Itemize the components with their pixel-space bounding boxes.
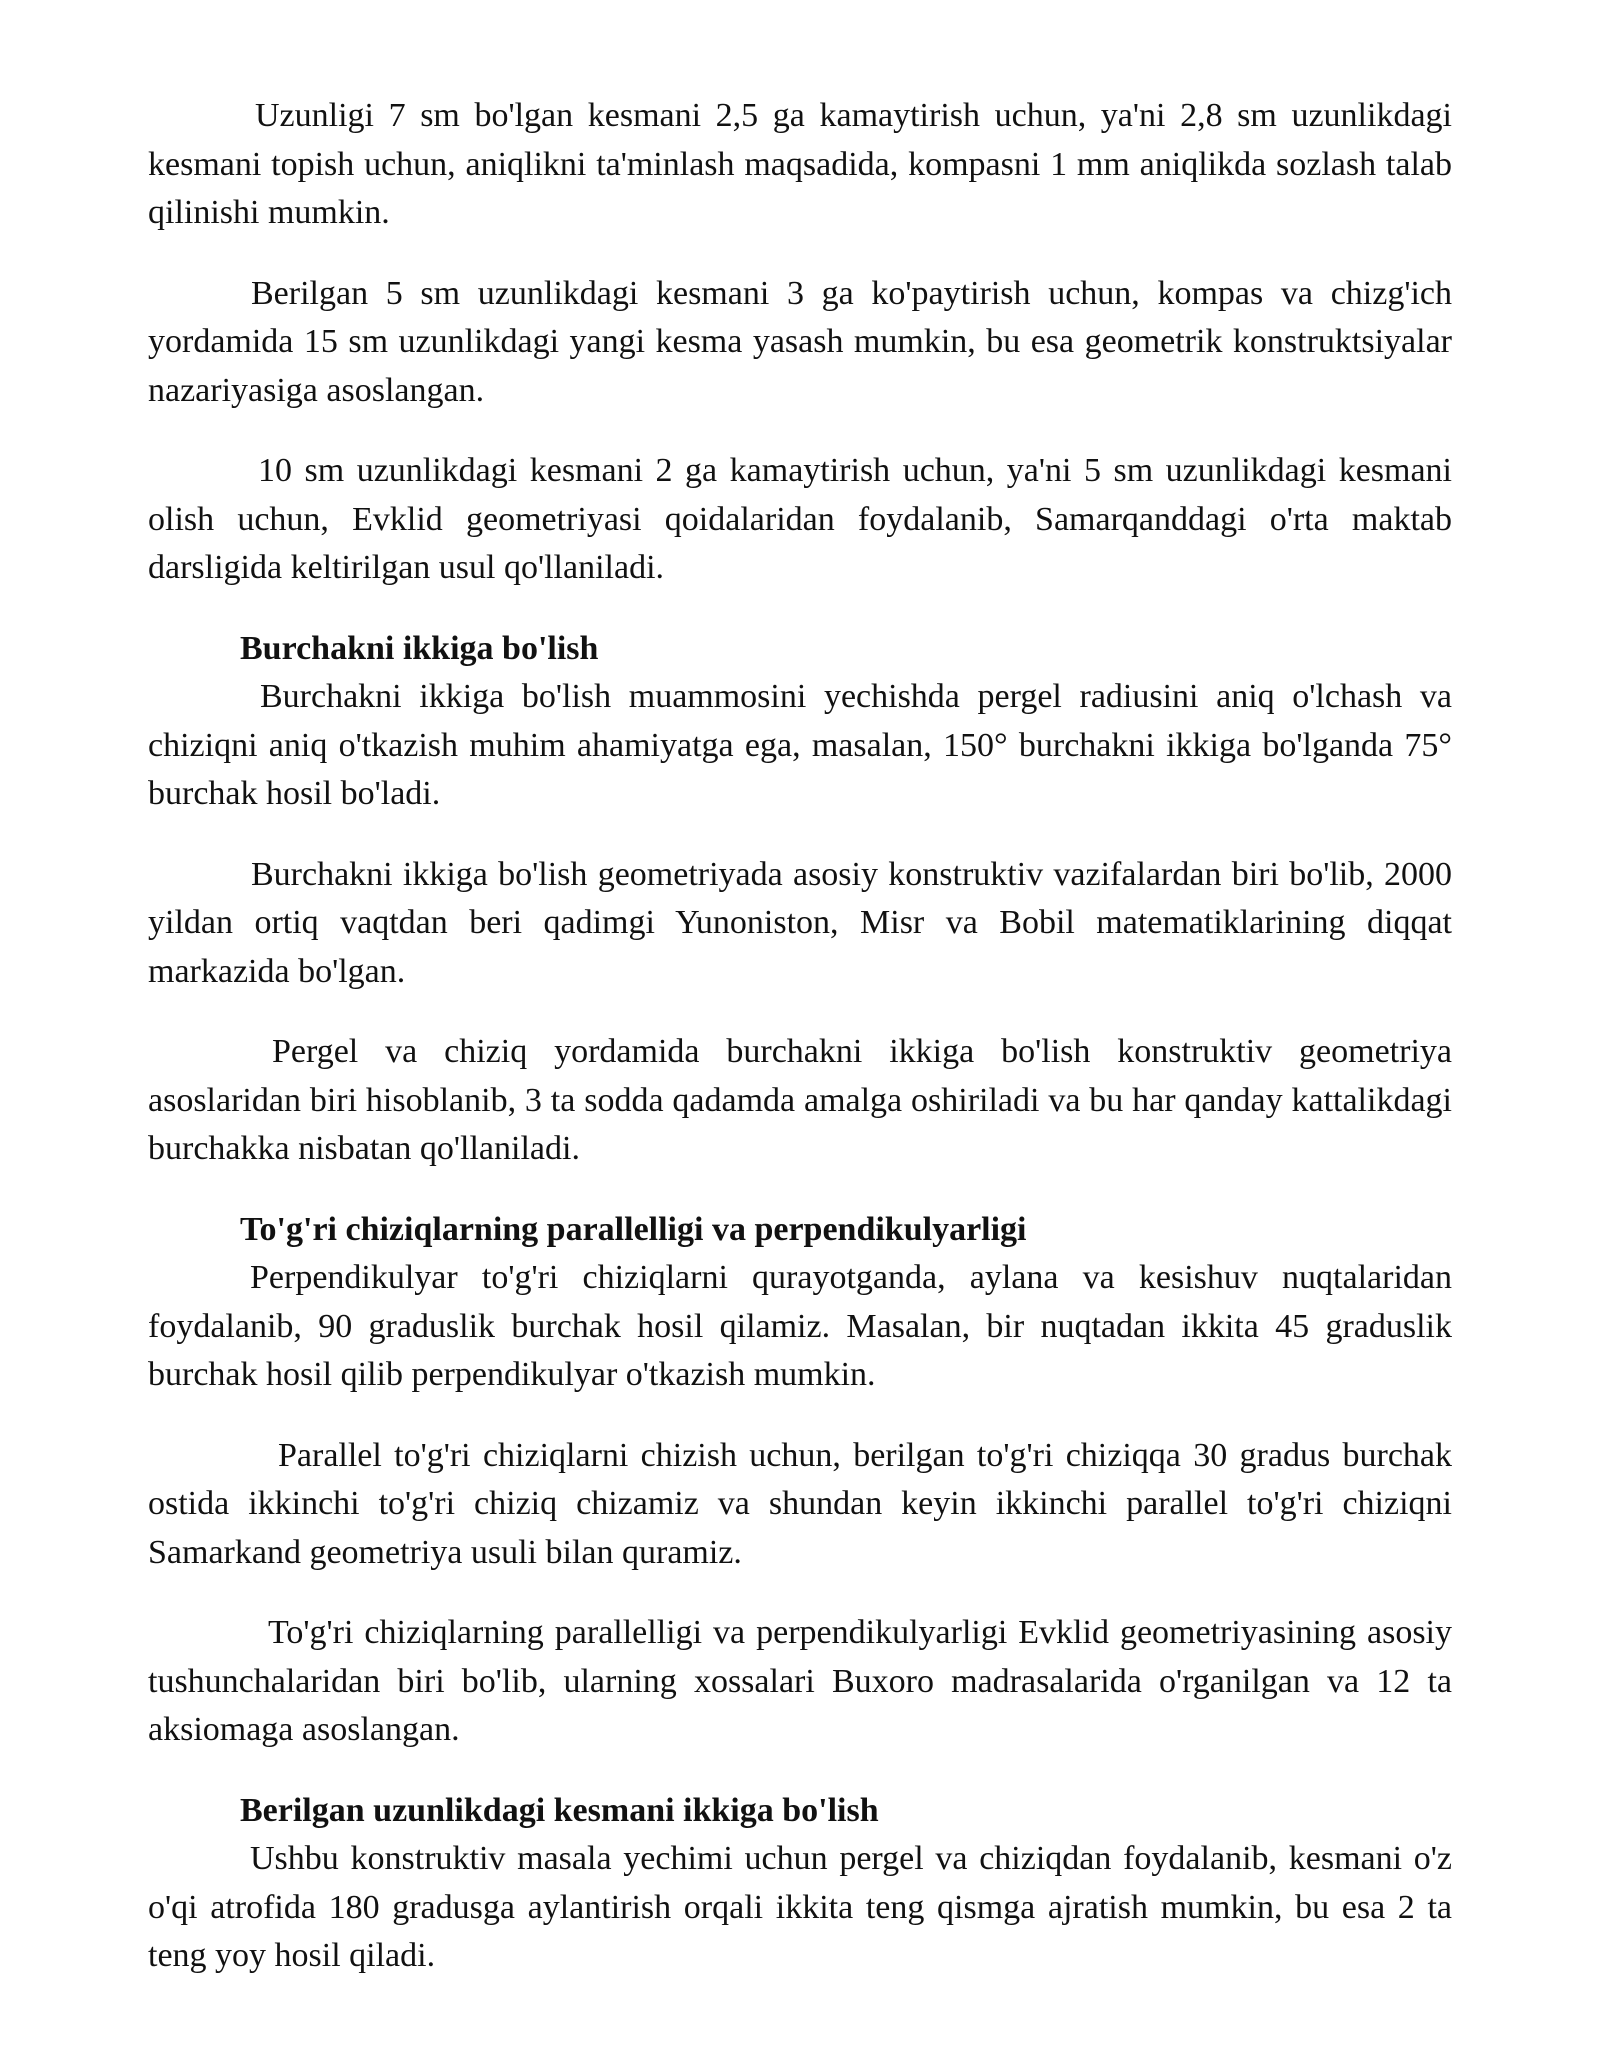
section-heading: Burchakni ikkiga bo'lish: [240, 629, 599, 667]
paragraph: Pergel va chiziq yordamida burchakni ikkiga bo'lish konstruktiv geometriya asoslaridan biri hisoblanib, 3 ta sodda qadamda amalga oshiriladi va bu har qanday kattalikdagi burchakka nisbatan qo'llaniladi.: [148, 1033, 1452, 1167]
document-page: [148, 92, 1452, 1981]
section-heading: To'g'ri chiziqlarning parallelligi va perpendikulyarligi: [240, 1210, 1027, 1248]
paragraph: 10 sm uzunlikdagi kesmani 2 ga kamaytirish uchun, ya'ni 5 sm uzunlikdagi kesmani olish uchun, Evklid geometriyasi qoidalaridan foydalanib, Samarqanddagi o'rta maktab darsligida keltirilgan usul qo'llaniladi.: [148, 452, 1452, 586]
paragraph: Ushbu konstruktiv masala yechimi uchun pergel va chiziqdan foydalanib, kesmani o'z o'qi atrofida 180 gradusga aylantirish orqali ikkita teng qismga ajratish mumkin, bu esa 2 ta teng yoy hosil qiladi.: [148, 1840, 1452, 1974]
paragraph: Burchakni ikkiga bo'lish muammosini yechishda pergel radiusini aniq o'lchash va chiziqni aniq o'tkazish muhim ahamiyatga ega, masalan, 150° burchakni ikkiga bo'lganda 75° burchak hosil bo'ladi.: [148, 678, 1452, 812]
paragraph: To'g'ri chiziqlarning parallelligi va perpendikulyarligi Evklid geometriyasining asosiy tushunchalaridan biri bo'lib, ularning xossalari Buxoro madrasalarida o'rganilgan va 12 ta aksiomaga asoslangan.: [148, 1614, 1452, 1748]
section-heading: Berilgan uzunlikdagi kesmani ikkiga bo'lish: [240, 1791, 879, 1829]
paragraph: Parallel to'g'ri chiziqlarni chizish uchun, berilgan to'g'ri chiziqqa 30 gradus burchak ostida ikkinchi to'g'ri chiziq chizamiz va shundan keyin ikkinchi parallel to'g'ri chiziqni Samarkand geometriya usuli bilan quramiz.: [148, 1436, 1452, 1571]
paragraph: Uzunligi 7 sm bo'lgan kesmani 2,5 ga kamaytirish uchun, ya'ni 2,8 sm uzunlikdagi kesmani topish uchun, aniqlikni ta'minlash maqsadida, kompasni 1 mm aniqlikda sozlash talab qilinishi mumkin.: [148, 97, 1452, 231]
paragraph: Berilgan 5 sm uzunlikdagi kesmani 3 ga ko'paytirish uchun, kompas va chizg'ich yordamida 15 sm uzunlikdagi yangi kesma yasash mumkin, bu esa geometrik konstruktsiyalar nazariyasiga asoslangan.: [148, 274, 1452, 409]
paragraph: Burchakni ikkiga bo'lish geometriyada asosiy konstruktiv vazifalardan biri bo'lib, 2000 yildan ortiq vaqtdan beri qadimgi Yunoniston, Misr va Bobil matematiklarining diqqat markazida bo'lgan.: [148, 855, 1452, 990]
paragraph: Perpendikulyar to'g'ri chiziqlarni qurayotganda, aylana va kesishuv nuqtalaridan foydalanib, 90 graduslik burchak hosil qilamiz. Masalan, bir nuqtadan ikkita 45 graduslik burchak hosil qilib perpendikulyar o'tkazish mumkin.: [148, 1259, 1452, 1393]
